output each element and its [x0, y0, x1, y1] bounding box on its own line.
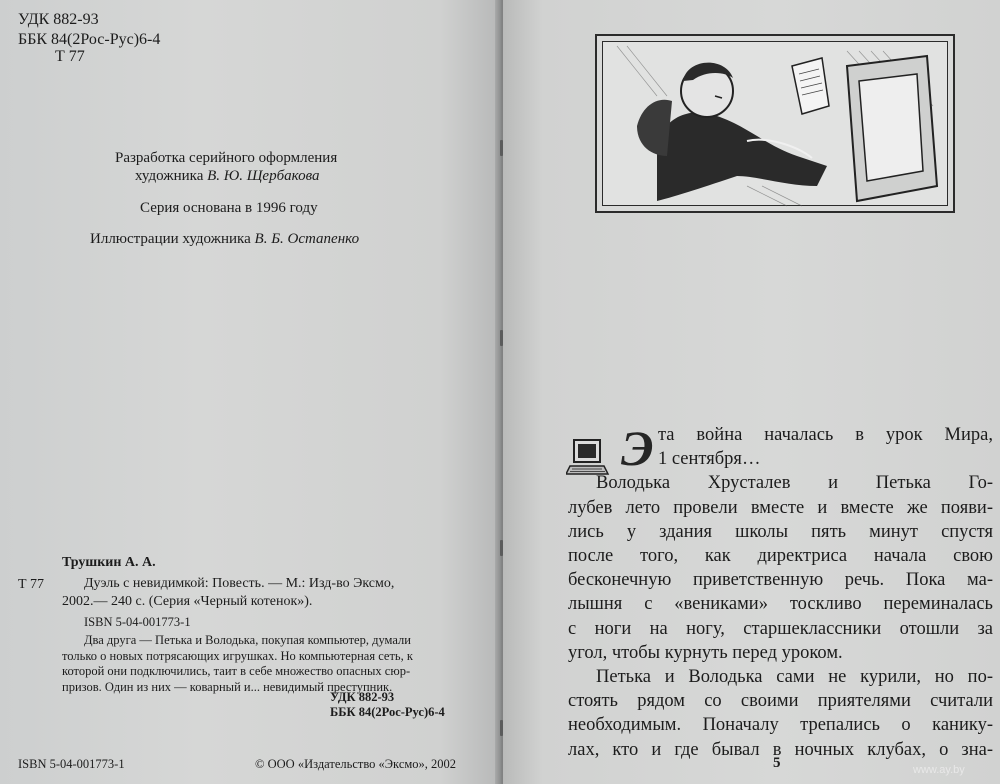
text-line: после того, как директриса начала свою	[568, 546, 993, 567]
annotation-line: только о новых потрясающих игрушках. Но компьютерная сеть, к	[62, 648, 413, 663]
illustrator-name: В. Б. Остапенко	[254, 231, 360, 247]
design-credit-line1: Разработка серийного оформления	[115, 150, 338, 166]
annotation-line: призов. Один из них — коварный и... невидимый преступник.	[62, 679, 393, 694]
text-line: 1 сентября…	[658, 449, 761, 470]
text-line: с ноги на ногу, старшеклассники отошли за	[568, 618, 993, 639]
catalog-title-line: Дуэль с невидимкой: Повесть. — М.: Изд-во Эксмо,	[84, 576, 395, 591]
catalog-author: Трушкин А. А.	[62, 555, 156, 570]
drop-cap: Э	[621, 420, 654, 476]
page-number: 5	[773, 755, 781, 771]
catalog-udk: УДК 882-93	[330, 690, 395, 704]
bbk-code: ББК 84(2Рос-Рус)6-4	[18, 31, 161, 48]
watermark: www.ay.by	[913, 764, 965, 776]
text-line: лубев лето провели вместе и вместе же появи-	[568, 497, 993, 518]
text-line: стоять рядом со своими приятелями считали	[568, 691, 993, 712]
right-page	[503, 0, 1000, 784]
illustrations-credit: Иллюстрации художника В. Б. Остапенко	[90, 231, 360, 247]
series-founded: Серия основана в 1996 году	[140, 200, 318, 216]
text-line: та война началась в урок Мира,	[658, 425, 993, 445]
text-line: угол, чтобы курнуть перед уроком.	[568, 642, 843, 663]
chapter-opening	[568, 423, 993, 471]
header-classification	[18, 10, 160, 50]
catalog-code: Т 77	[18, 577, 45, 592]
text-line: лах, кто и где бывал в ночных клубах, о зна-	[568, 739, 993, 760]
text-line: Петька и Володька сами не курили, но по-	[596, 667, 993, 688]
text-line: Володька Хрусталев и Петька Го-	[596, 473, 993, 494]
catalog-pub-line: 2002.— 240 с. (Серия «Черный котенок»).	[62, 594, 313, 609]
author-code: Т 77	[55, 48, 85, 65]
text-line: лышня с «вениками» тоскливо переминалась	[568, 594, 993, 615]
text-line: лись у здания школы пять минут спустя	[568, 521, 993, 542]
text-line: бесконечную приветственную речь. Пока ма-	[568, 570, 993, 591]
catalog-isbn: ISBN 5-04-001773-1	[84, 615, 191, 629]
annotation-line: которой они подключились, таит в себе множество опасных сюр-	[62, 664, 411, 678]
annotation-line: Два друга — Петька и Володька, покупая компьютер, думали	[84, 633, 411, 647]
copyright: © ООО «Издательство «Эксмо», 2002	[255, 757, 457, 771]
illustration-boy-at-computer	[597, 36, 953, 211]
isbn-bottom: ISBN 5-04-001773-1	[18, 757, 125, 771]
design-artist-name: В. Ю. Щербакова	[207, 168, 320, 184]
text-line: необходимым. Поначалу трепались о канику-	[568, 715, 993, 736]
chapter-text	[568, 423, 993, 762]
catalog-bbk: ББК 84(2Рос-Рус)6-4	[330, 705, 445, 719]
design-credit-line2: художника В. Ю. Щербакова	[135, 168, 320, 184]
catalog-annotation	[62, 633, 413, 695]
udk-code: УДК 882-93	[18, 11, 99, 28]
illustration-frame	[595, 34, 955, 213]
